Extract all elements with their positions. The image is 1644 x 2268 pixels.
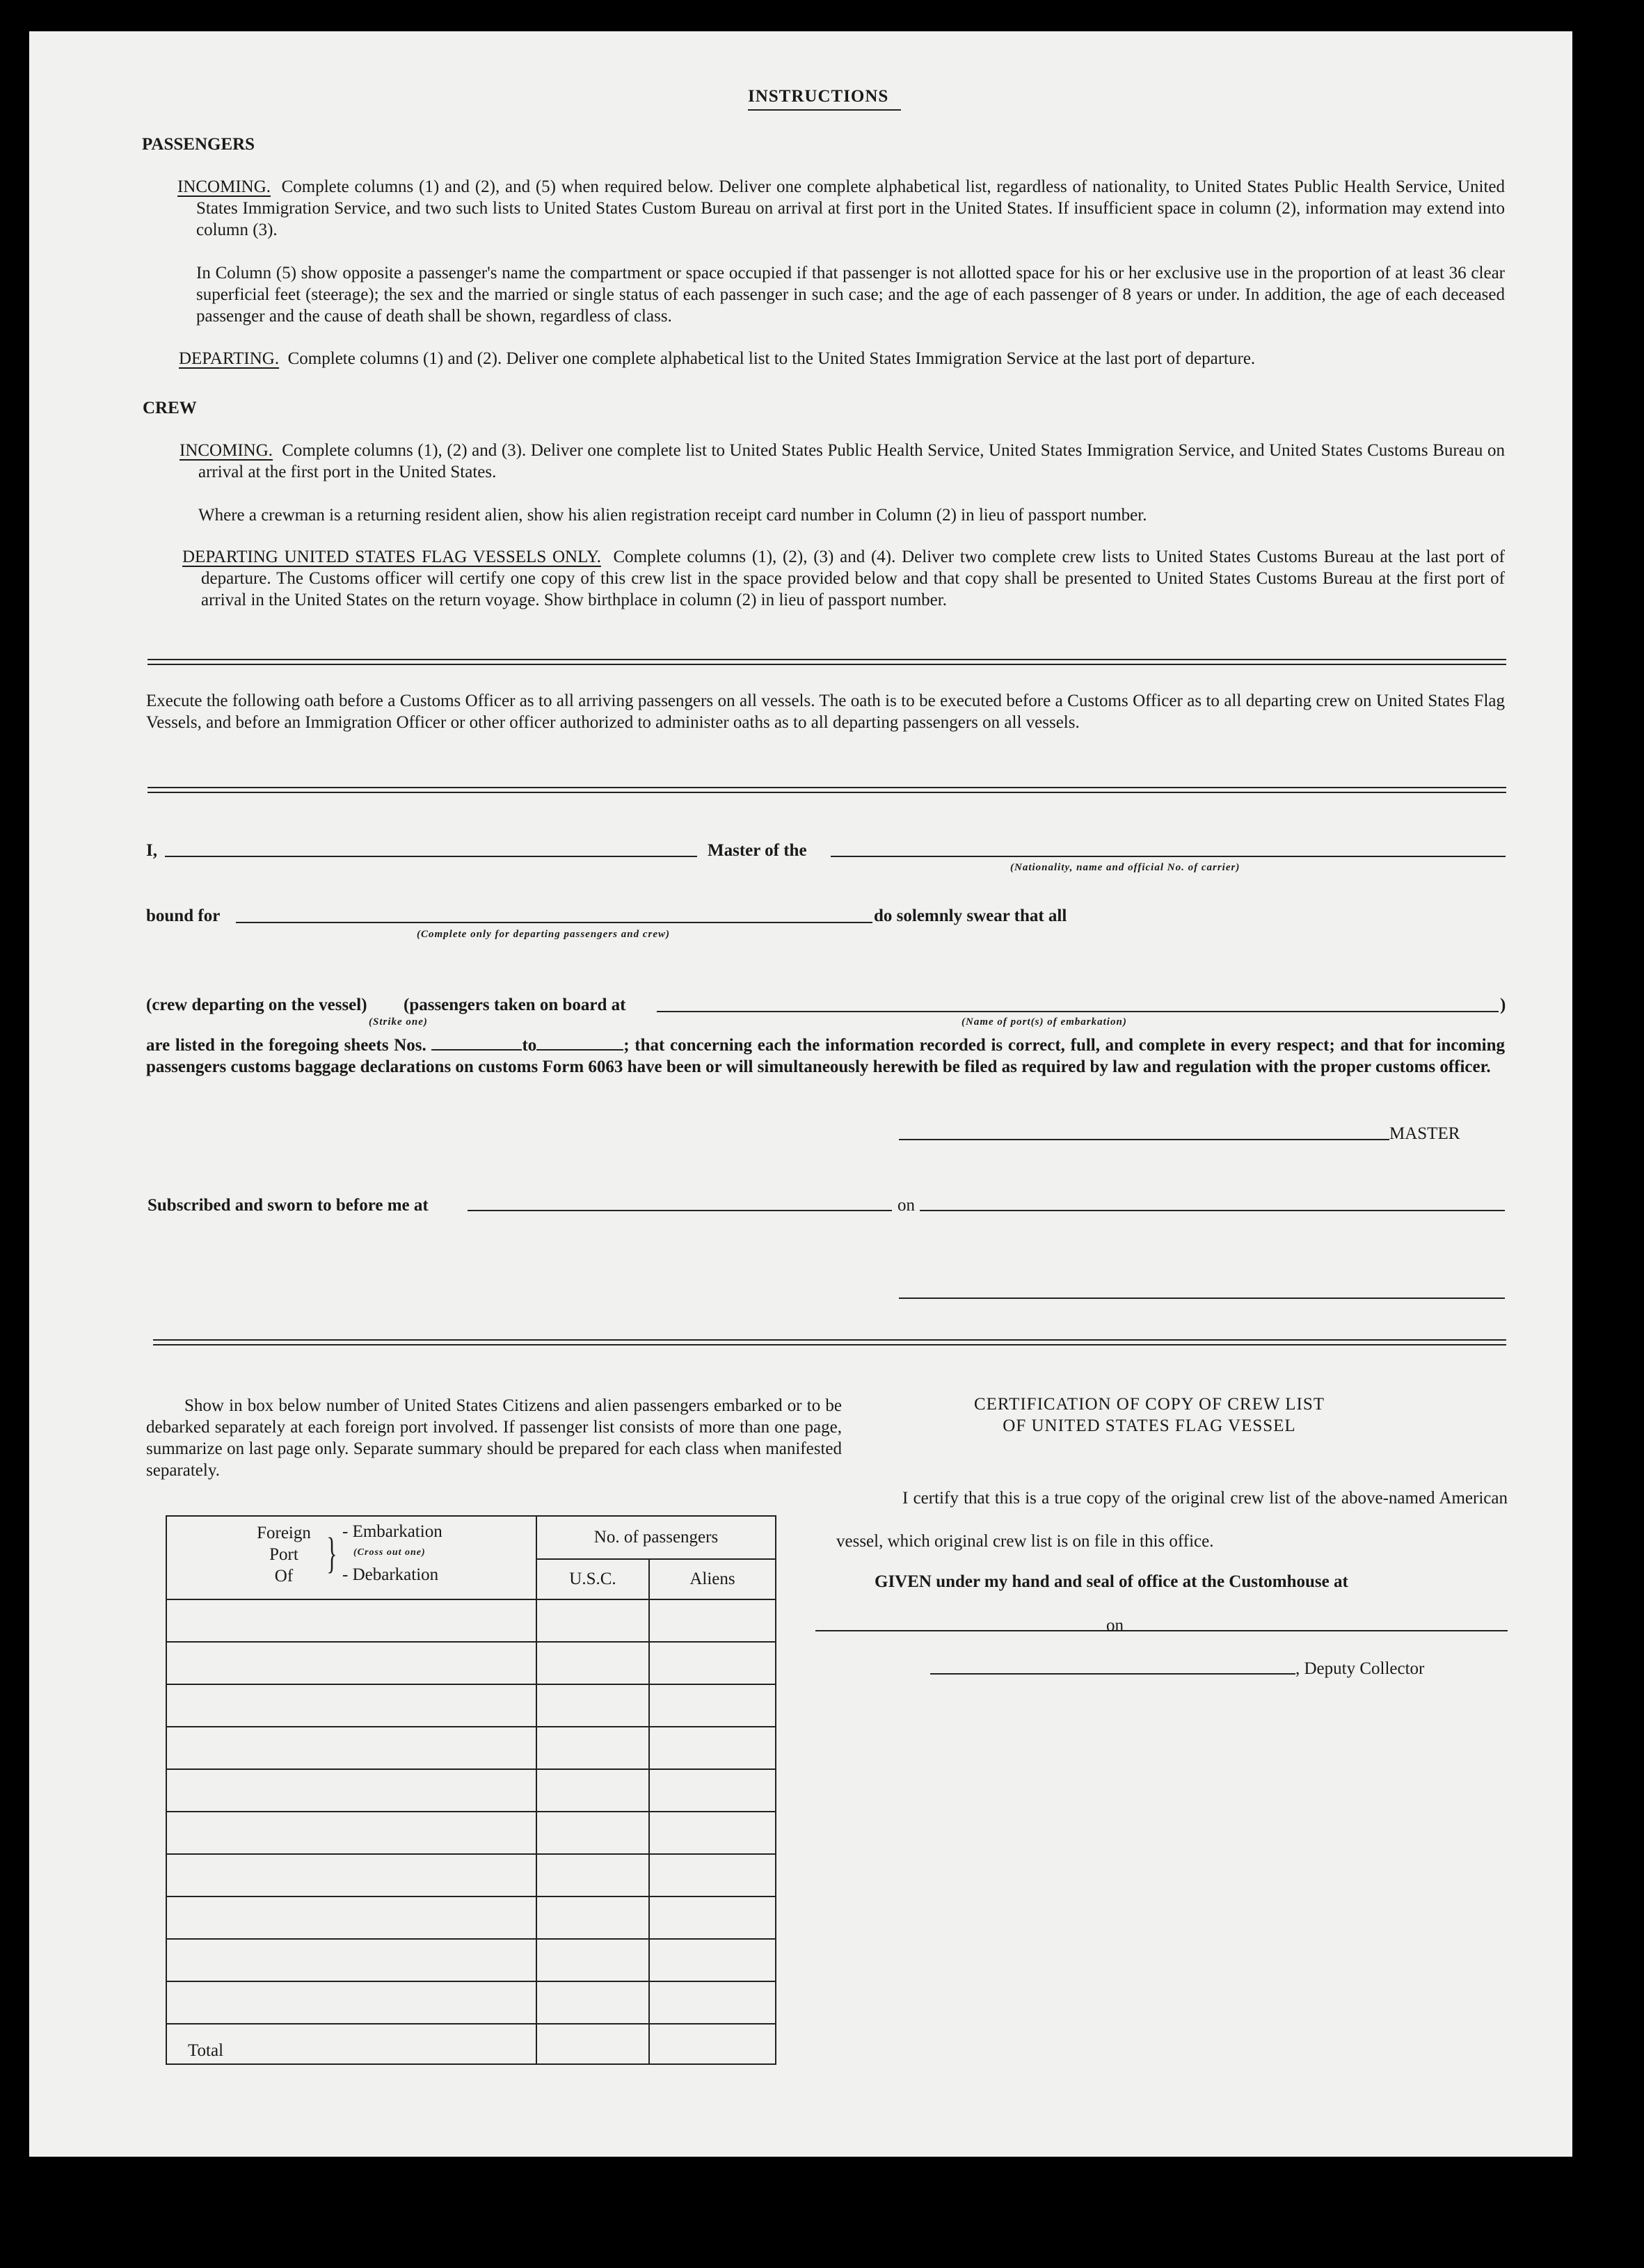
table-row (166, 1642, 776, 1684)
crew-departing-label: DEPARTING UNITED STATES FLAG VESSELS ONLY. (182, 548, 601, 566)
sheet-from-field[interactable] (431, 1035, 522, 1051)
passengers-incoming-label: INCOMING. (177, 177, 271, 196)
usc-cell[interactable] (536, 1854, 649, 1896)
aliens-header: Aliens (649, 1559, 776, 1599)
usc-cell[interactable] (536, 1896, 649, 1939)
passengers-taken-option: (passengers taken on board at (404, 996, 626, 1014)
aliens-cell[interactable] (649, 1939, 776, 1981)
section-divider-3 (153, 1339, 1506, 1345)
subscribed-label: Subscribed and sworn to before me at (147, 1196, 429, 1215)
crew-departing-text: Complete columns (1), (2), (3) and (4). Deliver two complete crew lists to United States Customs Bureau at the last port of departure. The Customs officer will certify one copy of this crew list in the space provided below and that copy shall be presented to United States Customs Bureau at the first port of arrival in the United States on the return voyage. Show birthplace in column (2) in lieu of passport number. (201, 548, 1505, 609)
usc-cell[interactable] (536, 1642, 649, 1684)
port-cell[interactable] (166, 1642, 536, 1684)
passengers-heading: PASSENGERS (142, 135, 255, 154)
port-cell[interactable] (166, 1684, 536, 1727)
summary-instructions: Show in box below number of United States Citizens and alien passengers embarked or to be debarked separately at each foreign port involved. If passenger list consists of more than one page, summarize on last page only. Separate summary should be prepared for each class when manifested separately. (146, 1396, 842, 1480)
port-cell[interactable] (166, 1727, 536, 1769)
usc-cell[interactable] (536, 1812, 649, 1854)
port-cell[interactable] (166, 1981, 536, 2024)
usc-cell[interactable] (536, 1684, 649, 1727)
debarkation-label: - Debarkation (342, 1565, 439, 1584)
total-aliens-cell[interactable] (649, 2024, 776, 2064)
aliens-cell[interactable] (649, 1812, 776, 1854)
usc-cell[interactable] (536, 1939, 649, 1981)
passengers-incoming-paragraph (177, 176, 1505, 241)
sheets-to-label: to (522, 1036, 537, 1055)
customhouse-field[interactable] (815, 1630, 1135, 1631)
embarkation-label: - Embarkation (342, 1522, 442, 1541)
of-label: Of (274, 1567, 294, 1586)
usc-cell[interactable] (536, 1727, 649, 1769)
passengers-column5-paragraph: In Column (5) show opposite a passenger's name the compartment or space occupied if that passenger is not allotted space for his or her exclusive use in the proportion of at least 36 clear superficial feet (steerage); the sex and the married or single status of each passenger in such case; and the age of each passenger of 8 years or under. In addition, the age of each deceased passenger and the cause of death shall be shown, regardless of class. (196, 264, 1505, 326)
given-text: GIVEN under my hand and seal of office at the Customhouse at (875, 1572, 1348, 1591)
table-row (166, 1684, 776, 1727)
oath-i-label: I, (146, 841, 157, 860)
cross-out-caption: (Cross out one) (353, 1547, 426, 1558)
aliens-cell[interactable] (649, 1896, 776, 1939)
usc-cell[interactable] (536, 1769, 649, 1812)
sworn-date-field[interactable] (920, 1210, 1505, 1211)
table-row (166, 1854, 776, 1896)
sworn-place-field[interactable] (468, 1210, 892, 1211)
certify-text: I certify that this is a true copy of the original crew list of the above-named American vessel, which original crew list is on file in this office. (836, 1489, 1508, 1551)
certification-title (864, 1393, 1435, 1437)
master-signature-field[interactable] (899, 1139, 1389, 1140)
certification-title-line2: OF UNITED STATES FLAG VESSEL (1003, 1416, 1296, 1435)
swear-text: do solemnly swear that all (874, 907, 1067, 925)
oath-declaration (146, 1035, 1505, 1078)
port-cell[interactable] (166, 1599, 536, 1642)
master-of-label: Master of the (708, 841, 807, 860)
brace-glyph: } (326, 1530, 337, 1577)
destination-field[interactable] (236, 922, 872, 923)
total-usc-cell[interactable] (536, 2024, 649, 2064)
carrier-field[interactable] (831, 856, 1506, 857)
crew-departing-paragraph (182, 546, 1505, 611)
table-row (166, 1812, 776, 1854)
usc-cell[interactable] (536, 1981, 649, 2024)
table-row (166, 1599, 776, 1642)
master-label: MASTER (1389, 1124, 1460, 1143)
deputy-collector-label: , Deputy Collector (1295, 1659, 1425, 1678)
crew-departing-option: (crew departing on the vessel) (146, 996, 367, 1014)
crew-resident-paragraph: Where a crewman is a returning resident alien, show his alien registration receipt card number in Column (2) in lieu of passport number. (198, 506, 1147, 525)
form-page (29, 31, 1572, 2157)
table-row (166, 1769, 776, 1812)
passengers-departing-paragraph (179, 348, 1508, 369)
carrier-caption: (Nationality, name and official No. of carrier) (1010, 862, 1240, 873)
crew-incoming-label: INCOMING. (179, 441, 273, 460)
sheets-label: are listed in the foregoing sheets Nos. (146, 1036, 426, 1055)
deputy-signature-field[interactable] (930, 1673, 1295, 1675)
usc-header: U.S.C. (536, 1559, 649, 1599)
embarkation-port-field[interactable] (657, 1011, 1499, 1012)
aliens-cell[interactable] (649, 1642, 776, 1684)
passengers-departing-label: DEPARTING. (179, 349, 280, 368)
declaration-text: ; that concerning each the information recorded is correct, full, and complete in every respect; and that for incoming passengers customs baggage declarations on customs Form 6063 have been or will simultaneously herewith be filed as required by law and regulation with the proper customs officer. (146, 1036, 1505, 1076)
port-cell[interactable] (166, 1939, 536, 1981)
port-cell[interactable] (166, 1812, 536, 1854)
bound-caption: (Complete only for departing passengers and crew) (417, 929, 670, 940)
total-row (166, 2024, 776, 2064)
page-title: INSTRUCTIONS (748, 87, 889, 106)
port-cell[interactable] (166, 1854, 536, 1896)
title-underline (748, 109, 901, 111)
port-cell[interactable] (166, 1896, 536, 1939)
section-divider-2 (147, 787, 1506, 793)
table-row (166, 1896, 776, 1939)
aliens-cell[interactable] (649, 1769, 776, 1812)
port-label: Port (269, 1545, 298, 1564)
officer-signature-field[interactable] (899, 1297, 1505, 1299)
aliens-cell[interactable] (649, 1684, 776, 1727)
table-row (166, 1939, 776, 1981)
close-paren: ) (1500, 996, 1506, 1014)
aliens-cell[interactable] (649, 1854, 776, 1896)
aliens-cell[interactable] (649, 1599, 776, 1642)
port-header-cell (166, 1516, 536, 1599)
passengers-incoming-text: Complete columns (1) and (2), and (5) when required below. Deliver one complete alphabetical list, regardless of nationality, to United States Public Health Service, United States Immigration Service, and two such lists to United States Custom Bureau on arrival at first port in the United States. If insufficient space in column (2), information may extend into column (3). (196, 177, 1506, 239)
sheet-to-field[interactable] (536, 1035, 623, 1051)
bound-for-label: bound for (146, 907, 221, 925)
crew-incoming-paragraph (179, 440, 1505, 483)
aliens-cell[interactable] (649, 1727, 776, 1769)
table-row (166, 1727, 776, 1769)
certification-title-line1: CERTIFICATION OF COPY OF CREW LIST (973, 1395, 1325, 1414)
sworn-on-label: on (897, 1196, 915, 1215)
aliens-cell[interactable] (649, 1981, 776, 2024)
passengers-departing-text: Complete columns (1) and (2). Deliver one complete alphabetical list to the United States Immigration Service at the last port of departure. (287, 349, 1256, 368)
table-row (166, 1981, 776, 2024)
port-caption: (Name of port(s) of embarkation) (961, 1016, 1127, 1028)
foreign-label: Foreign (257, 1524, 311, 1542)
section-divider-1 (147, 659, 1506, 665)
cert-date-field[interactable] (1128, 1630, 1508, 1631)
crew-incoming-text: Complete columns (1), (2) and (3). Deliver one complete list to United States Public Health Service, United States Immigration Service, and United States Customs Bureau on arrival at the first port in the United States. (198, 441, 1505, 481)
usc-cell[interactable] (536, 1599, 649, 1642)
oath-instructions: Execute the following oath before a Customs Officer as to all arriving passengers on all vessels. The oath is to be executed before a Customs Officer as to all departing crew on United States Flag Vessels, and before an Immigration Officer or other officer authorized to administer oaths as to all departing passengers on all vessels. (146, 692, 1505, 732)
strike-caption: (Strike one) (369, 1016, 428, 1028)
no-passengers-header: No. of passengers (536, 1516, 776, 1559)
port-cell[interactable] (166, 1769, 536, 1812)
crew-heading: CREW (143, 399, 197, 417)
master-name-field[interactable] (165, 856, 697, 857)
total-label: Total (166, 2024, 536, 2064)
passenger-summary-table (166, 1515, 776, 2065)
cert-on-label: on (1106, 1616, 1124, 1635)
